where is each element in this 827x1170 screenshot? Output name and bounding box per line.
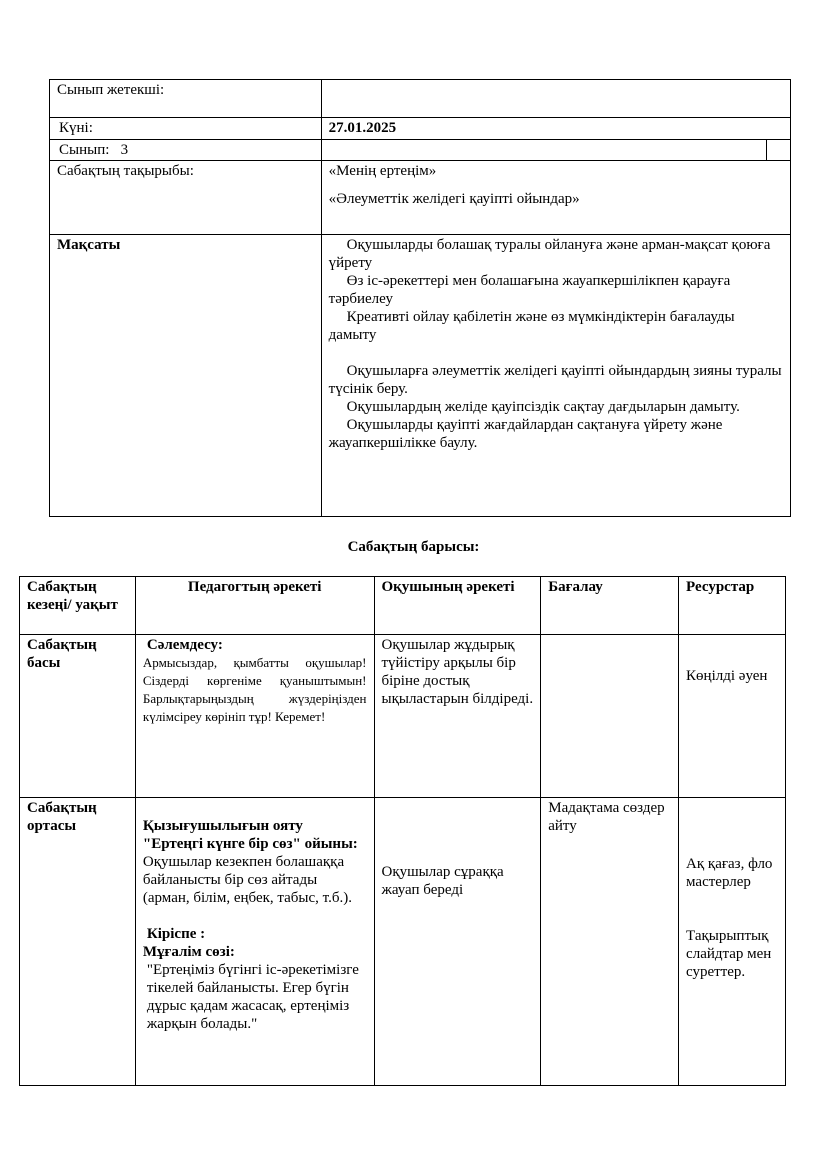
row2-teacher-b2: "Ертеңгі күнге бір сөз" ойыны: [142,836,358,852]
goal-item: Өз іс-әрекеттері мен болашағына жауапкершілікпен қарауға тәрбиелеу [328,273,731,307]
row1-assessment [541,635,679,798]
row2-teacher-t2: "Ертеңіміз бүгінгі іс-әрекетімізге тікелей байланысты. Егер бүгін дұрыс қадам жасасақ, ертеңіміз жарқын болады." [146,962,359,1032]
progress-heading: Сабақтың барысы: [347,539,480,555]
header-resources: Ресурстар [679,577,786,635]
class-label: Сынып: [59,142,110,158]
goal-item: Оқушылардың желіде қауіпсіздік сақтау дағдыларын дамыту. [346,399,740,415]
row2-resource-2: Тақырыптық слайдтар мен суреттер. [686,928,772,980]
goals-label: Мақсаты [50,235,322,517]
header-assessment: Бағалау [541,577,679,635]
topic-label: Сабақтың тақырыбы: [50,161,322,235]
header-stage: Сабақтың кезеңі/ уақыт [20,577,136,635]
date-label: Күні: [59,120,93,136]
topic-value [321,161,790,235]
row2-teacher-b3: Кіріспе : [146,926,206,942]
row2-resource-1: Ақ қағаз, фломастерлер [686,856,773,890]
lesson-progress-table [19,576,786,1086]
teacher-value [321,80,790,118]
header-student: Оқушының әрекеті [374,577,541,635]
lesson-info-table [49,79,791,517]
row1-teacher [135,635,374,798]
teacher-label: Сынып жетекші: [50,80,322,118]
class-value: 3 [120,142,129,158]
goal-item: Креативті ойлау қабілетін және өз мүмкіндіктерін бағалауды дамыту [328,309,735,343]
date-value: 27.01.2025 [321,118,790,140]
row2-teacher [135,798,374,1086]
goal-item: Оқушыларға әлеуметтік желідегі қауіпті ойындардың зияны туралы түсінік беру. [328,363,782,397]
row2-teacher-b1: Қызығушылығын ояту [142,818,303,834]
row2-stage: Сабақтың ортасы [20,798,136,1086]
goal-item: Оқушыларды қауіпті жағдайлардан сақтануға үйрету және жауапкершілікке баулу. [328,417,723,451]
row1-student: Оқушылар жұдырық түйістіру арқылы бір біріне достық ықыластарын білдіреді. [374,635,541,798]
goal-item: Оқушыларды болашақ туралы ойлануға және арман-мақсат қоюға үйрету [328,237,771,271]
row2-teacher-t1: Оқушылар кезекпен болашаққа байланысты бір сөз айтады (арман, білім, еңбек, табыс, т.б.). [142,854,352,906]
header-teacher: Педагогтың әрекеті [135,577,374,635]
row1-teacher-title: Сәлемдесу: [146,637,223,653]
row1-resources: Көңілді әуен [686,668,768,684]
topic-line-2: «Әлеуметтік желідегі қауіпті ойындар» [328,191,580,207]
topic-line-1: «Менің ертеңім» [328,163,437,179]
row2-student: Оқушылар сұраққа жауап береді [381,864,504,898]
row1-teacher-text: Армысыздар, қымбатты оқушылар! Сіздерді көргеніме қуаныштымын! Барлықтарыңыздың жүздеріңізден күлімсіреу көрініп тұр! Керемет! [142,655,367,724]
row2-assessment: Мадақтама сөздер айту [541,798,679,1086]
goals-list [321,235,790,517]
row2-teacher-b4: Мұғалім сөзі: [142,944,235,960]
row1-stage: Сабақтың басы [20,635,136,798]
